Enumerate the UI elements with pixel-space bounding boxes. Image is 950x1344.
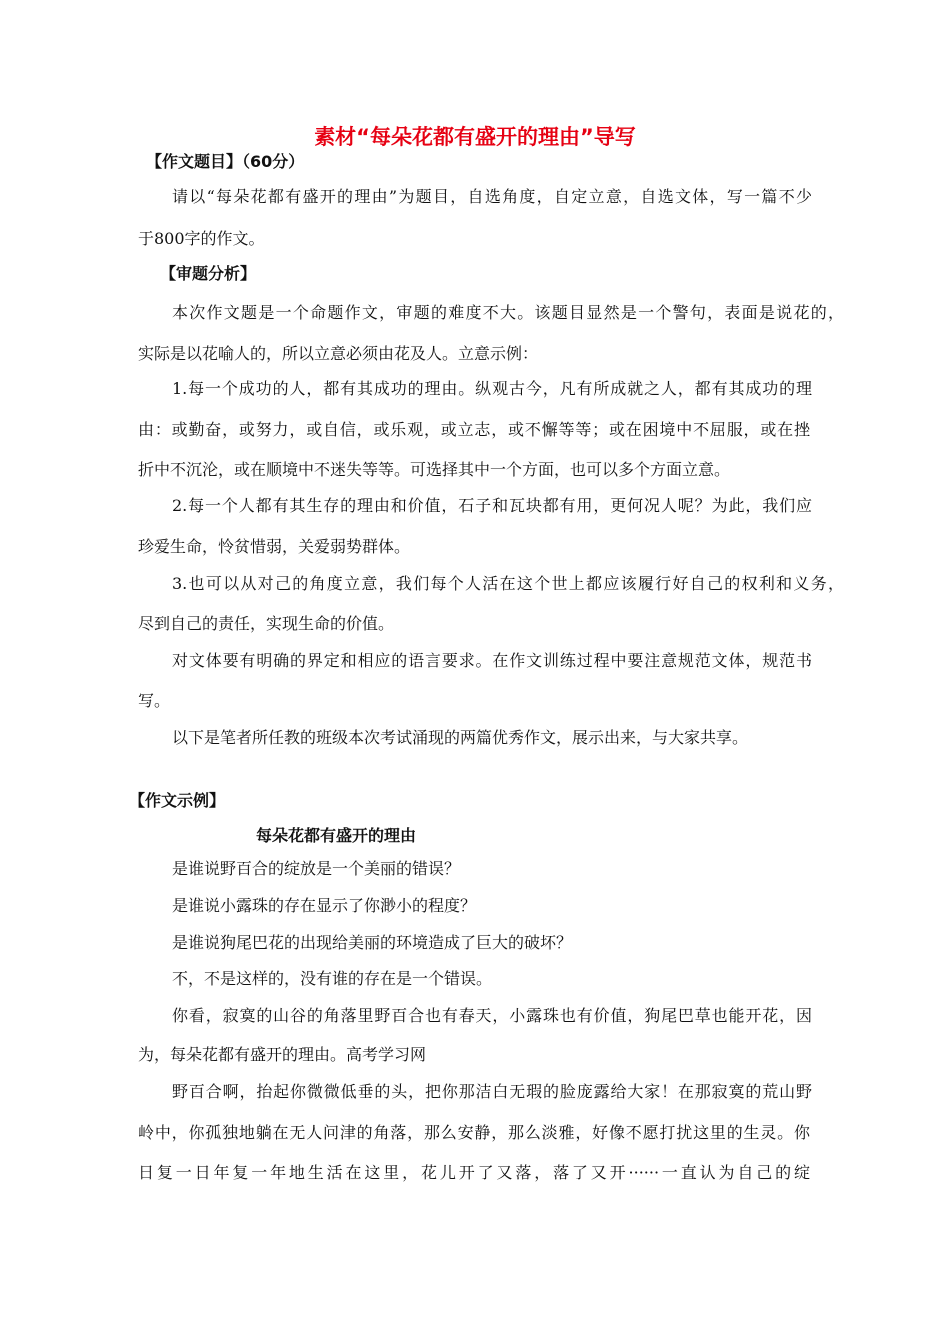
essay-title: 每朵花都有盛开的理由: [256, 826, 417, 845]
paragraph-line: 于800字的作文。: [138, 229, 265, 248]
essay-line: 你看，寂寞的山谷的角落里野百合也有春天，小露珠也有价值，狗尾巴草也能开花，因: [172, 1006, 812, 1025]
essay-line: 是谁说野百合的绽放是一个美丽的错误？: [172, 859, 461, 878]
paragraph-line: 写。: [138, 691, 171, 710]
paragraph-line: 2.每一个人都有其生存的理由和价值，石子和瓦块都有用，更何况人呢？为此，我们应: [172, 496, 812, 515]
paragraph-line: 请以“每朵花都有盛开的理由”为题目，自选角度，自定立意，自选文体，写一篇不少: [172, 187, 812, 206]
paragraph-line: 1.每一个成功的人，都有其成功的理由。纵观古今，凡有所成就之人，都有其成功的理: [172, 379, 812, 398]
document-title: 素材“每朵花都有盛开的理由”导写: [314, 125, 636, 149]
paragraph-line: 实际是以花喻人的，所以立意必须由花及人。立意示例：: [138, 344, 539, 363]
paragraph-line: 折中不沉沦，或在顺境中不迷失等等。可选择其中一个方面，也可以多个方面立意。: [138, 460, 731, 479]
paragraph-line: 对文体要有明确的界定和相应的语言要求。在作文训练过程中要注意规范文体，规范书: [172, 651, 812, 670]
paragraph-line: 本次作文题是一个命题作文，审题的难度不大。该题目显然是一个警句，表面是说花的，: [172, 303, 844, 322]
essay-line: 是谁说小露珠的存在显示了你渺小的程度？: [172, 896, 477, 915]
paragraph-line: 以下是笔者所任教的班级本次考试涌现的两篇优秀作文，展示出来，与大家共享。: [172, 728, 749, 747]
essay-line: 日复一日年复一年地生活在这里，花儿开了又落，落了又开······一直认为自己的绽: [138, 1163, 810, 1182]
essay-line: 野百合啊，抬起你微微低垂的头，把你那洁白无瑕的脸庞露给大家！在那寂寞的荒山野: [172, 1082, 812, 1101]
paragraph-line: 由：或勤奋，或努力，或自信，或乐观，或立志，或不懈等等；或在困境中不屈服，或在挫: [138, 420, 810, 439]
paragraph-line: 尽到自己的责任，实现生命的价值。: [138, 614, 395, 633]
essay-line: 不，不是这样的，没有谁的存在是一个错误。: [172, 969, 493, 988]
section-heading-topic: 【作文题目】（60分）: [146, 152, 305, 171]
section-heading-analysis: 【审题分析】: [160, 264, 257, 283]
paragraph-line: 3.也可以从对己的角度立意，我们每个人活在这个世上都应该履行好自己的权利和义务，: [172, 574, 844, 593]
essay-line: 岭中，你孤独地躺在无人问津的角落，那么安静，那么淡雅，好像不愿打扰这里的生灵。你: [138, 1123, 810, 1142]
section-heading-example: 【作文示例】: [129, 791, 226, 810]
essay-line: 是谁说狗尾巴花的出现给美丽的环境造成了巨大的破坏？: [172, 933, 573, 952]
paragraph-line: 珍爱生命，怜贫惜弱，关爱弱势群体。: [138, 537, 411, 556]
essay-line: 为，每朵花都有盛开的理由。高考学习网: [138, 1045, 427, 1064]
